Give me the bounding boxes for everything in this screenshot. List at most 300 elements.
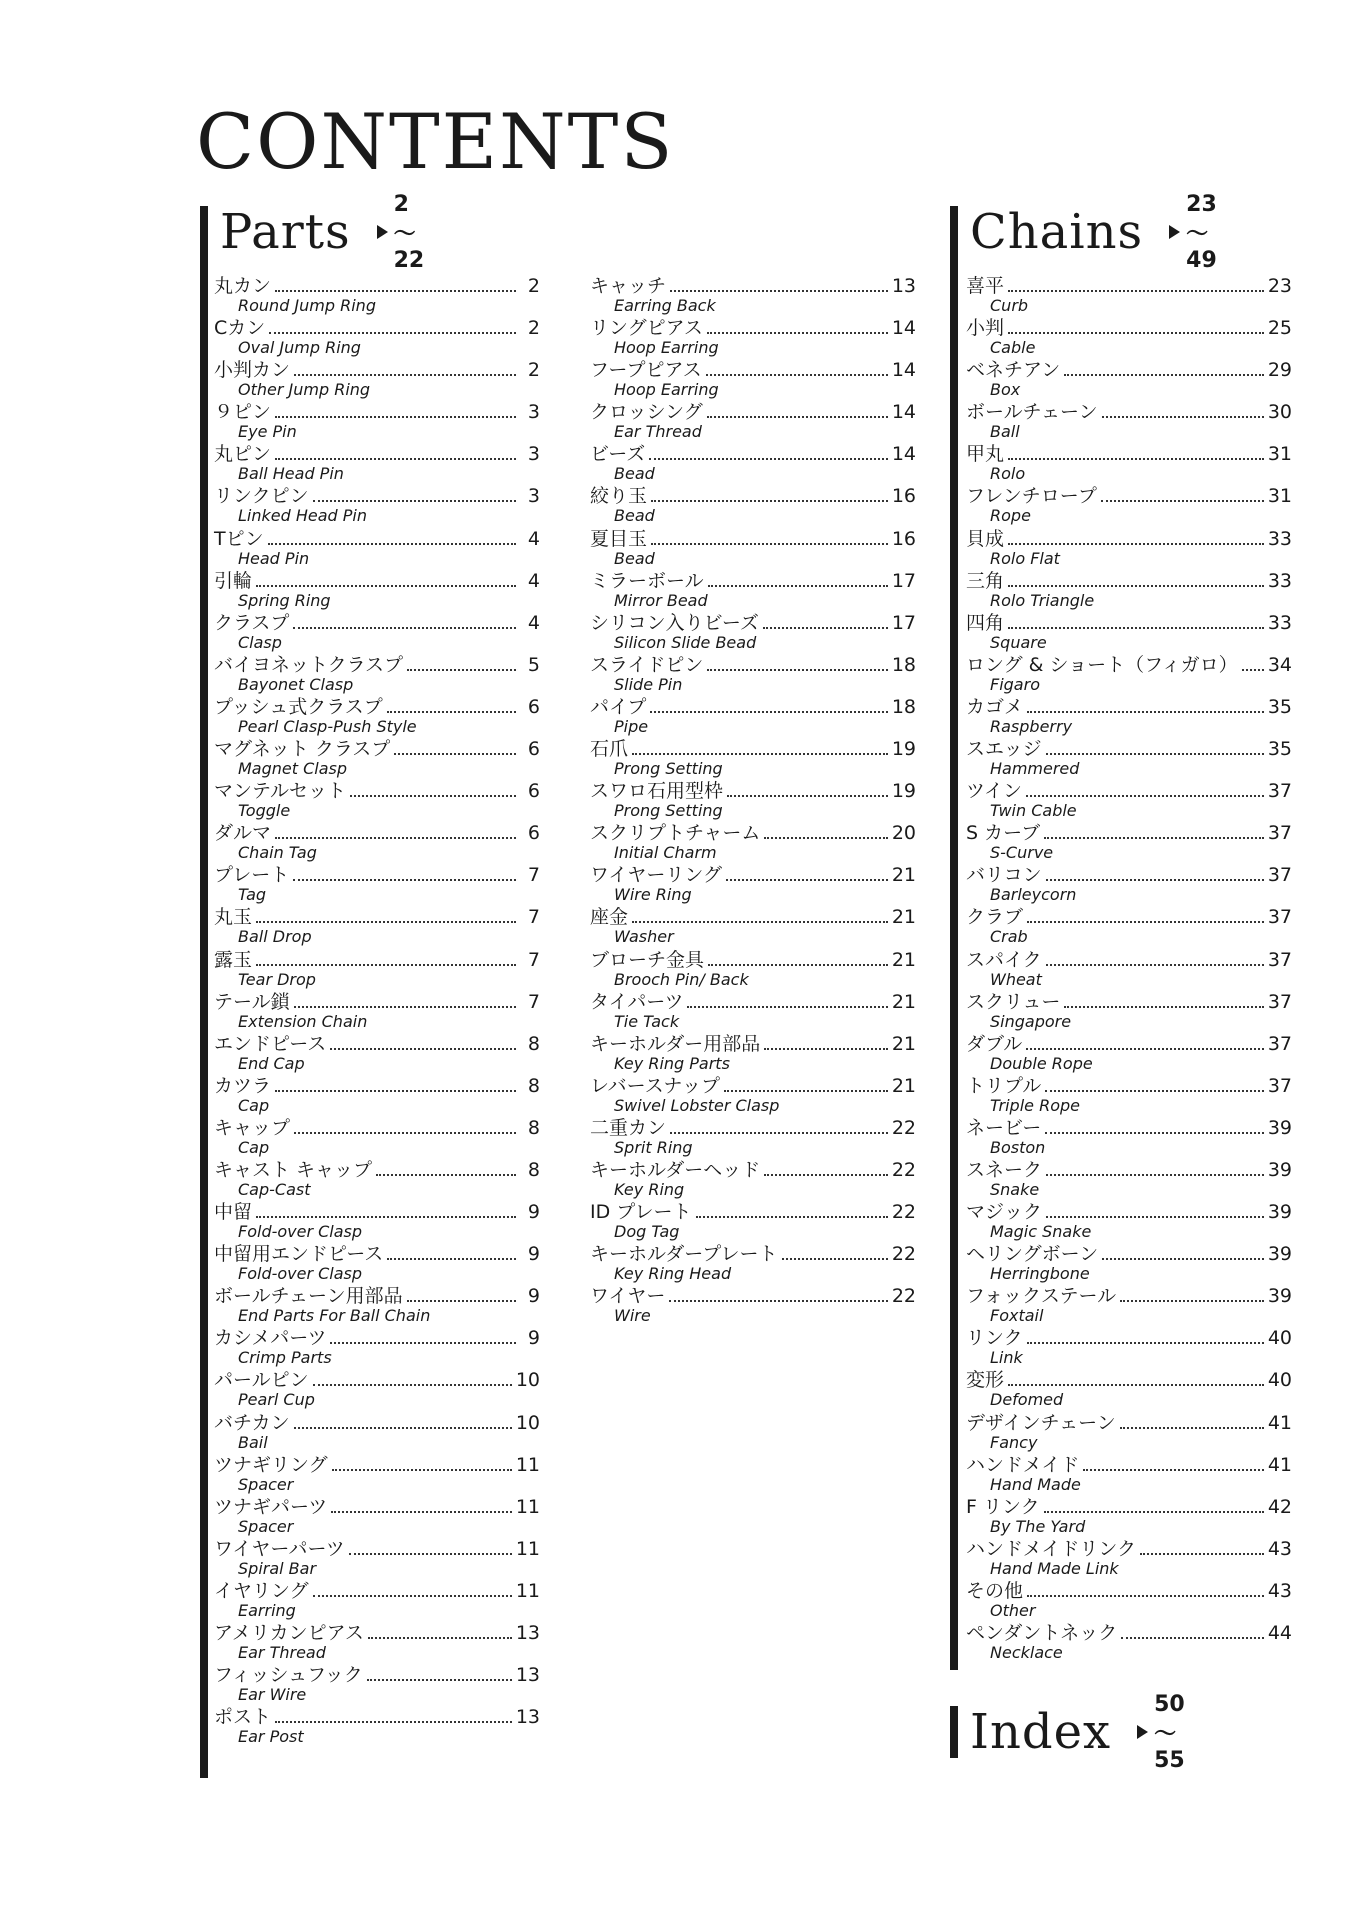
toc-entry[interactable] (966, 1075, 1292, 1117)
dot-leader (1121, 1637, 1264, 1639)
dot-leader (650, 711, 887, 713)
index-header (970, 1691, 1185, 1773)
dot-leader (1046, 879, 1264, 881)
entry-english-name: Bail (238, 1432, 268, 1452)
toc-entry-line (214, 949, 540, 971)
entry-english-name: Crimp Parts (238, 1348, 332, 1368)
parts-page-range[interactable] (377, 192, 425, 273)
toc-entry-line (214, 1369, 540, 1391)
dot-leader (670, 290, 888, 292)
entry-english-name: Figaro (990, 674, 1040, 694)
entry-page-number: 34 (1267, 653, 1292, 676)
toc-entry[interactable] (590, 359, 916, 401)
toc-entry-line (966, 864, 1292, 886)
toc-entry[interactable] (966, 654, 1292, 696)
entry-english-name: Box (990, 380, 1021, 400)
entry-japanese-name: ワイヤー (590, 1285, 666, 1308)
entry-english-name: Prong Setting (614, 801, 723, 821)
entry-page-number: 6 (527, 738, 540, 761)
toc-entry[interactable] (966, 1159, 1292, 1201)
toc-entry-line (590, 485, 916, 507)
dot-leader (764, 1174, 888, 1176)
toc-entry[interactable] (966, 570, 1292, 612)
toc-entry[interactable] (590, 1201, 916, 1243)
toc-entry[interactable] (966, 1327, 1292, 1369)
toc-entry-line (214, 1243, 540, 1265)
toc-entry[interactable] (590, 864, 916, 906)
toc-entry-line (590, 1201, 916, 1223)
entry-japanese-name: フレンチロープ (966, 485, 1097, 508)
toc-entry[interactable] (966, 485, 1292, 527)
toc-entry[interactable] (214, 401, 540, 443)
entry-english-name: Boston (990, 1137, 1046, 1157)
dot-leader (394, 753, 516, 755)
toc-entry[interactable] (590, 654, 916, 696)
toc-entry[interactable] (214, 1412, 540, 1454)
toc-entry[interactable] (590, 1243, 916, 1285)
toc-entry[interactable] (214, 359, 540, 401)
toc-entry-line (214, 359, 540, 381)
toc-entry-line (966, 991, 1292, 1013)
chains-heading: Chains (970, 204, 1144, 260)
dot-leader (294, 374, 516, 376)
entry-english-name: Wire Ring (614, 885, 692, 905)
entry-english-name: Singapore (990, 1011, 1072, 1031)
dot-leader (1140, 1553, 1264, 1555)
toc-entry[interactable] (966, 949, 1292, 991)
entry-japanese-name: ヘリングボーン (966, 1243, 1099, 1266)
toc-entry-line (214, 570, 540, 592)
toc-entry-line (214, 780, 540, 802)
toc-entry[interactable] (966, 1201, 1292, 1243)
toc-entry[interactable] (966, 1622, 1292, 1664)
chains-page-range[interactable] (1169, 192, 1217, 273)
entry-japanese-name: ボールチェーン (966, 401, 1098, 424)
entry-japanese-name: トリプル (966, 1074, 1042, 1097)
toc-entry-line (966, 401, 1292, 423)
entry-page-number: 6 (527, 780, 540, 803)
entry-page-number: 39 (1267, 1201, 1292, 1224)
entry-page-number: 11 (515, 1453, 540, 1476)
toc-entry[interactable] (214, 1369, 540, 1411)
entry-page-number: 37 (1267, 1074, 1292, 1097)
entry-english-name: Spring Ring (238, 590, 331, 610)
toc-entry[interactable] (590, 1285, 916, 1327)
entry-japanese-name: ツナギパーツ (214, 1495, 328, 1518)
entry-english-name: End Parts For Ball Chain (238, 1306, 431, 1326)
toc-entry[interactable] (214, 485, 540, 527)
dot-leader (275, 290, 516, 292)
dot-leader (764, 1048, 888, 1050)
entry-japanese-name: アメリカンピアス (214, 1622, 364, 1644)
dot-leader (687, 1006, 887, 1008)
entry-page-number: 31 (1267, 485, 1292, 508)
dot-leader (1027, 1342, 1264, 1344)
toc-entry-line (966, 780, 1292, 802)
toc-entry[interactable] (214, 1033, 540, 1075)
entry-english-name: Fancy (990, 1432, 1038, 1452)
dot-leader (669, 1300, 887, 1302)
toc-entry[interactable] (966, 443, 1292, 485)
entry-english-name: Prong Setting (614, 759, 723, 779)
index-heading: Index (970, 1704, 1112, 1760)
toc-entry[interactable] (214, 696, 540, 738)
toc-entry-line (966, 949, 1292, 971)
toc-entry[interactable] (590, 696, 916, 738)
toc-entry[interactable] (966, 1412, 1292, 1454)
toc-entry[interactable] (590, 1033, 916, 1075)
toc-entry[interactable] (590, 443, 916, 485)
entry-page-number: 23 (1267, 275, 1292, 297)
toc-entry[interactable] (590, 275, 916, 317)
toc-entry[interactable] (590, 991, 916, 1033)
toc-entry[interactable] (966, 1117, 1292, 1159)
toc-entry[interactable] (214, 1159, 540, 1201)
parts-heading: Parts (220, 204, 351, 260)
toc-entry[interactable] (966, 822, 1292, 864)
toc-entry[interactable] (590, 317, 916, 359)
entry-page-number: 14 (891, 359, 916, 382)
dot-leader (726, 879, 888, 881)
toc-entry[interactable] (966, 1033, 1292, 1075)
entry-japanese-name: パイプ (590, 695, 647, 718)
dot-leader (1008, 1384, 1264, 1386)
entry-english-name: Key Ring (614, 1179, 685, 1199)
dot-leader (1027, 1595, 1264, 1597)
dot-leader (708, 585, 888, 587)
dot-leader (293, 627, 516, 629)
toc-entry[interactable] (214, 949, 540, 991)
toc-entry[interactable] (214, 1327, 540, 1369)
entry-japanese-name: スエッジ (966, 738, 1042, 761)
dot-leader (1120, 1300, 1264, 1302)
entry-english-name: Wheat (990, 969, 1042, 989)
toc-entry-line (590, 696, 916, 718)
toc-entry-line (590, 1159, 916, 1181)
entry-japanese-name: スライドピン (590, 653, 704, 676)
toc-entry[interactable] (966, 1496, 1292, 1538)
entry-japanese-name: カツラ (214, 1074, 272, 1097)
entry-japanese-name: ハンドメイドリンク (966, 1537, 1137, 1560)
entry-page-number: 6 (527, 695, 540, 718)
entry-japanese-name: ビーズ (590, 443, 646, 466)
entry-english-name: Dog Tag (614, 1222, 680, 1242)
toc-entry-line (966, 1201, 1292, 1223)
entry-english-name: Chain Tag (238, 843, 317, 863)
entry-english-name: Ear Post (238, 1727, 304, 1747)
toc-entry[interactable] (966, 359, 1292, 401)
entry-english-name: Mirror Bead (614, 590, 708, 610)
entry-page-number: 37 (1267, 822, 1292, 845)
entry-english-name: Pipe (614, 716, 649, 736)
dot-leader (782, 1258, 888, 1260)
toc-entry[interactable] (214, 1580, 540, 1622)
toc-entry-line (590, 1285, 916, 1307)
entry-japanese-name: キーホルダーヘッド (590, 1158, 761, 1181)
toc-entry[interactable] (214, 738, 540, 780)
toc-entry-line (966, 1454, 1292, 1476)
entry-page-number: 37 (1267, 1032, 1292, 1055)
toc-entry[interactable] (966, 1369, 1292, 1411)
toc-entry[interactable] (590, 822, 916, 864)
toc-entry[interactable] (214, 1243, 540, 1285)
dot-leader (256, 585, 516, 587)
index-page-range[interactable] (1137, 1692, 1185, 1773)
entry-english-name: Round Jump Ring (238, 296, 376, 315)
toc-entry-line (214, 1033, 540, 1055)
toc-entry[interactable] (966, 1538, 1292, 1580)
toc-entry-line (590, 528, 916, 550)
entry-japanese-name: スネーク (966, 1158, 1043, 1181)
entry-english-name: Spacer (238, 1516, 294, 1536)
toc-entry[interactable] (590, 1117, 916, 1159)
entry-page-number: 17 (891, 569, 916, 592)
toc-entry-line (214, 822, 540, 844)
entry-english-name: Herringbone (990, 1264, 1090, 1284)
dot-leader (294, 1006, 516, 1008)
toc-entry-line (590, 654, 916, 676)
dot-leader (275, 1090, 516, 1092)
toc-entry-line (214, 1327, 540, 1349)
toc-entry[interactable] (214, 991, 540, 1033)
entry-page-number: 33 (1267, 527, 1292, 550)
dot-leader (367, 1679, 512, 1681)
toc-entry[interactable] (966, 1285, 1292, 1327)
toc-entry-line (966, 485, 1292, 507)
dot-leader (1008, 627, 1264, 629)
entry-japanese-name: 中留 (214, 1201, 253, 1224)
entry-english-name: Rolo Triangle (990, 590, 1095, 610)
entry-japanese-name: ９ピン (214, 401, 272, 424)
dot-leader (275, 1721, 512, 1723)
entry-japanese-name: フォックステール (966, 1285, 1117, 1308)
toc-entry-line (214, 1580, 540, 1602)
entry-english-name: Link (990, 1348, 1023, 1368)
dot-leader (275, 837, 516, 839)
entry-page-number: 25 (1267, 317, 1292, 340)
toc-entry[interactable] (214, 1496, 540, 1538)
toc-entry[interactable] (214, 864, 540, 906)
entry-english-name: Hammered (990, 759, 1080, 779)
toc-entry[interactable] (590, 780, 916, 822)
entry-japanese-name: バイヨネットクラスプ (214, 653, 404, 676)
toc-entry[interactable] (966, 401, 1292, 443)
toc-entry[interactable] (590, 949, 916, 991)
entry-japanese-name: 石爪 (590, 738, 629, 761)
toc-entry[interactable] (966, 780, 1292, 822)
toc-entry[interactable] (966, 696, 1292, 738)
toc-entry[interactable] (214, 822, 540, 864)
entry-page-number: 14 (891, 317, 916, 340)
entry-english-name: Earring Back (614, 296, 716, 315)
entry-page-number: 21 (891, 1074, 916, 1097)
entry-page-number: 2 (527, 359, 540, 382)
toc-entry-line (590, 1075, 916, 1097)
toc-entry[interactable] (966, 317, 1292, 359)
toc-entry[interactable] (214, 654, 540, 696)
toc-entry-line (966, 528, 1292, 550)
entry-japanese-name: シリコン入りビーズ (590, 611, 759, 634)
toc-entry-line (590, 275, 916, 297)
toc-entry[interactable] (214, 1538, 540, 1580)
toc-entry[interactable] (590, 401, 916, 443)
page-title: CONTENTS (196, 97, 675, 186)
toc-entry[interactable] (214, 317, 540, 359)
entry-english-name: Cable (990, 338, 1036, 358)
entry-page-number: 22 (891, 1243, 916, 1266)
entry-page-number: 16 (891, 527, 916, 550)
entry-page-number: 11 (515, 1537, 540, 1560)
toc-entry-line (214, 738, 540, 760)
toc-entry[interactable] (966, 1580, 1292, 1622)
dot-leader (649, 458, 888, 460)
toc-entry-line (214, 1412, 540, 1434)
toc-entry[interactable] (590, 1159, 916, 1201)
dot-leader (651, 500, 888, 502)
toc-entry-line (214, 991, 540, 1013)
dot-leader (1026, 795, 1264, 797)
toc-entry-line (966, 1159, 1292, 1181)
toc-entry[interactable] (214, 1285, 540, 1327)
entry-page-number: 22 (891, 1158, 916, 1181)
entry-page-number: 2 (527, 275, 540, 297)
toc-entry-line (214, 275, 540, 297)
toc-entry-line (966, 1033, 1292, 1055)
dot-leader (294, 1427, 512, 1429)
toc-entry-line (214, 696, 540, 718)
toc-entry[interactable] (590, 738, 916, 780)
toc-entry-line (214, 1538, 540, 1560)
toc-entry-line (590, 443, 916, 465)
dot-leader (707, 669, 887, 671)
toc-entry[interactable] (214, 275, 540, 317)
entry-japanese-name: ポスト (214, 1706, 272, 1729)
toc-entry[interactable] (214, 1075, 540, 1117)
toc-entry[interactable] (214, 528, 540, 570)
toc-entry[interactable] (214, 780, 540, 822)
entry-english-name: Oval Jump Ring (238, 338, 361, 358)
entry-page-number: 8 (527, 1074, 540, 1097)
toc-entry-line (214, 1496, 540, 1518)
entry-page-number: 8 (527, 1116, 540, 1139)
toc-entry[interactable] (966, 528, 1292, 570)
toc-entry[interactable] (590, 612, 916, 654)
toc-entry[interactable] (966, 1243, 1292, 1285)
toc-entry[interactable] (214, 1622, 540, 1664)
entry-japanese-name: 二重カン (590, 1116, 667, 1139)
toc-entry-line (214, 485, 540, 507)
toc-entry-line (590, 864, 916, 886)
dot-leader (368, 1637, 512, 1639)
dot-leader (1083, 1469, 1263, 1471)
entry-japanese-name: キャップ (214, 1116, 291, 1139)
toc-entry-line (966, 1075, 1292, 1097)
entry-english-name: Pearl Clasp-Push Style (238, 716, 417, 736)
entry-page-number: 11 (515, 1495, 540, 1518)
dot-leader (256, 921, 516, 923)
toc-entry[interactable] (966, 612, 1292, 654)
entry-english-name: Initial Charm (614, 843, 717, 863)
entry-japanese-name: マジック (966, 1201, 1043, 1224)
toc-entry[interactable] (214, 612, 540, 654)
entry-english-name: Magic Snake (990, 1222, 1092, 1242)
entry-japanese-name: ダブル (966, 1032, 1023, 1055)
toc-entry[interactable] (214, 906, 540, 948)
toc-entry[interactable] (590, 528, 916, 570)
toc-entry[interactable] (214, 1454, 540, 1496)
entry-english-name: Extension Chain (238, 1011, 368, 1031)
entry-page-number: 21 (891, 906, 916, 929)
entry-english-name: Spiral Bar (238, 1558, 317, 1578)
toc-entry[interactable] (214, 443, 540, 485)
entry-english-name: Hand Made Link (990, 1558, 1119, 1578)
toc-entry[interactable] (590, 570, 916, 612)
entry-english-name: Brooch Pin/ Back (614, 969, 749, 989)
toc-entry[interactable] (966, 738, 1292, 780)
chains-range-label: 23～49 (1186, 191, 1217, 273)
entry-page-number: 44 (1267, 1622, 1292, 1644)
dot-leader (293, 879, 516, 881)
parts-section-bar (200, 206, 208, 1778)
entry-page-number: 13 (891, 275, 916, 297)
toc-entry-line (966, 696, 1292, 718)
entry-japanese-name: 小判 (966, 317, 1005, 340)
entry-page-number: 5 (527, 653, 540, 676)
entry-page-number: 43 (1267, 1537, 1292, 1560)
toc-entry[interactable] (214, 1117, 540, 1159)
entry-english-name: Swivel Lobster Clasp (614, 1095, 780, 1115)
triangle-arrow-icon (1169, 225, 1180, 239)
toc-entry-line (214, 1622, 540, 1644)
toc-entry[interactable] (214, 1664, 540, 1706)
entry-page-number: 40 (1267, 1369, 1292, 1392)
dot-leader (313, 1595, 512, 1597)
dot-leader (350, 795, 516, 797)
entry-japanese-name: Tピン (214, 527, 264, 550)
toc-entry[interactable] (590, 1075, 916, 1117)
toc-entry[interactable] (590, 906, 916, 948)
toc-entry-line (966, 317, 1292, 339)
toc-entry[interactable] (214, 1201, 540, 1243)
entry-japanese-name: ワイヤーリング (590, 864, 723, 887)
toc-entry-line (966, 1327, 1292, 1349)
toc-entry-line (214, 1201, 540, 1223)
toc-entry[interactable] (590, 485, 916, 527)
dot-leader (632, 753, 888, 755)
toc-entry[interactable] (966, 1454, 1292, 1496)
toc-entry[interactable] (966, 991, 1292, 1033)
toc-entry[interactable] (214, 1706, 540, 1748)
entry-japanese-name: ペンダントネック (966, 1622, 1118, 1644)
dot-leader (1102, 1258, 1264, 1260)
toc-entry[interactable] (966, 275, 1292, 317)
entry-english-name: Double Rope (990, 1053, 1093, 1073)
toc-entry-line (590, 822, 916, 844)
toc-entry-line (214, 401, 540, 423)
dot-leader (763, 627, 888, 629)
toc-entry[interactable] (966, 906, 1292, 948)
entry-english-name: Tag (238, 885, 267, 905)
toc-entry[interactable] (966, 864, 1292, 906)
entry-page-number: 4 (527, 611, 540, 634)
toc-entry[interactable] (214, 570, 540, 612)
toc-entry-line (214, 1159, 540, 1181)
toc-entry-line (214, 1075, 540, 1097)
entry-page-number: 39 (1267, 1285, 1292, 1308)
entry-english-name: End Cap (238, 1053, 305, 1073)
toc-entry-line (590, 1117, 916, 1139)
entry-japanese-name: 喜平 (966, 275, 1005, 297)
